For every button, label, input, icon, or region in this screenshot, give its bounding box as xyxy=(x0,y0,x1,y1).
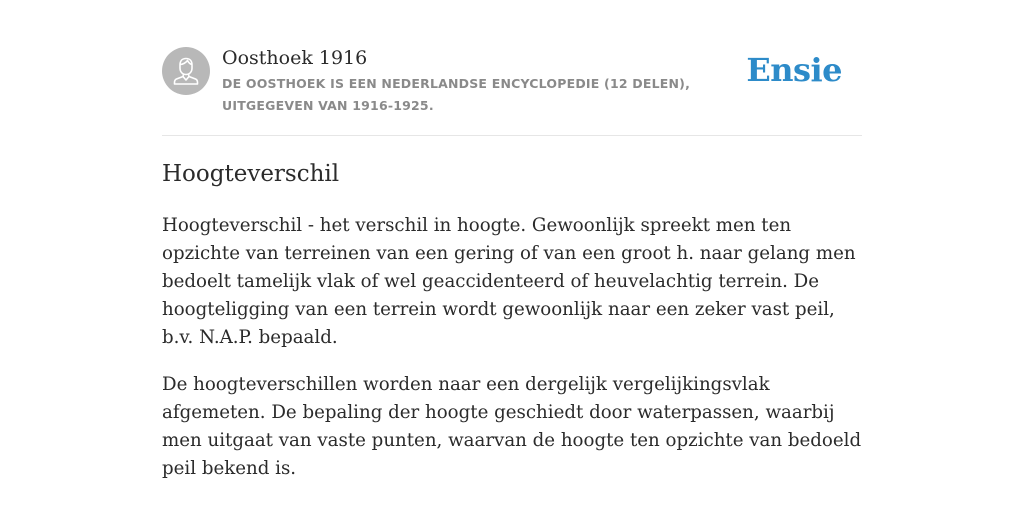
article-title: Hoogteverschil xyxy=(162,161,340,187)
article-paragraph: Hoogteverschil - het verschil in hoogte. Gewoonlijk spreekt men ten opzichte van terreinen van een gering of van een groot h. naar gelang men bedoelt tamelijk vlak of wel geaccidenteerd of heuvelachtig terrein. De hoogteligging van een terrein wordt gewoonlijk naar een zeker vast peil, b.v. N.A.P. bepaald. xyxy=(162,215,856,348)
divider xyxy=(162,135,862,136)
user-avatar-icon xyxy=(162,47,210,95)
source-description: DE OOSTHOEK IS EEN NEDERLANDSE ENCYCLOPEDIE (12 DELEN), UITGEGEVEN VAN 1916-1925. xyxy=(222,76,691,113)
article-body xyxy=(162,212,867,502)
source-avatar[interactable] xyxy=(162,47,210,95)
source-header xyxy=(162,44,862,124)
source-title[interactable]: Oosthoek 1916 xyxy=(222,47,368,69)
article-paragraph: De hoogteverschillen worden naar een dergelijk vergelijkingsvlak afgemeten. De bepaling der hoogte geschiedt door waterpassen, waarbij men uitgaat van vaste punten, waarvan de hoogte ten opzichte van bedoeld peil bekend is. xyxy=(162,374,862,479)
ensie-logo[interactable]: Ensie xyxy=(746,51,842,89)
